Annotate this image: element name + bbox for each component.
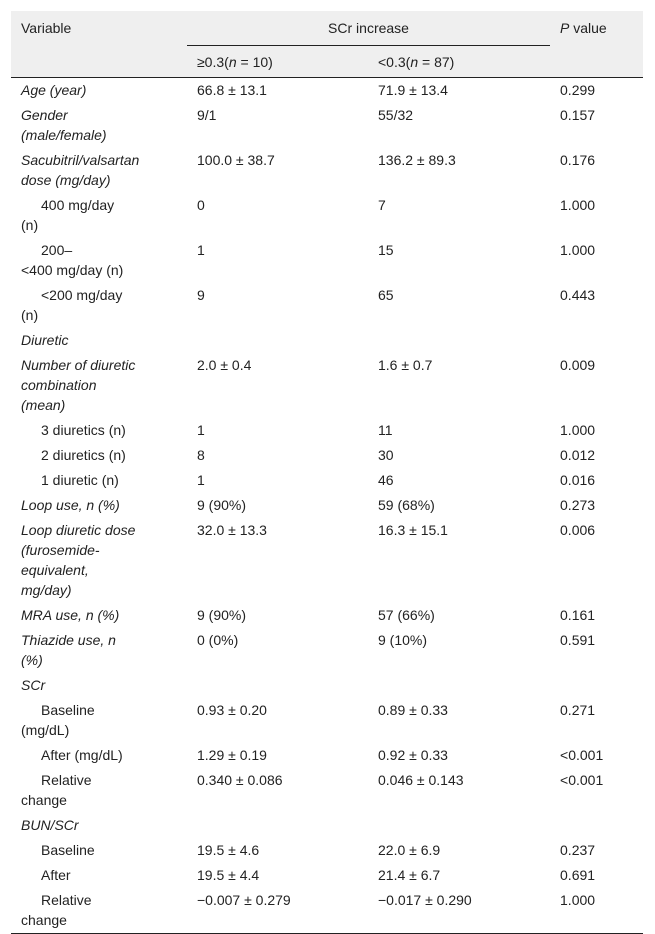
table-row xyxy=(11,813,643,838)
row-label xyxy=(11,768,187,813)
value-scr-lt-03: 55/32 xyxy=(378,107,414,123)
value-scr-lt-03 xyxy=(368,328,550,353)
value-scr-ge-03 xyxy=(187,813,368,838)
row-label xyxy=(11,838,187,863)
row-label-line: 400 mg/day xyxy=(41,197,115,213)
row-label xyxy=(11,493,187,518)
table-row xyxy=(11,443,643,468)
row-label xyxy=(11,443,187,468)
row-label-line: (furosemide- xyxy=(21,542,100,558)
table-row xyxy=(11,768,643,813)
row-label xyxy=(11,283,187,328)
table-row xyxy=(11,493,643,518)
value-scr-ge-03: 19.5 ± 4.4 xyxy=(197,867,260,883)
value-scr-ge-03: 9 xyxy=(197,287,205,303)
row-label xyxy=(11,863,187,888)
p-value: 1.000 xyxy=(560,197,596,213)
value-scr-ge-03: 9/1 xyxy=(197,107,217,123)
value-scr-ge-03: 1 xyxy=(197,242,205,258)
row-label-line: 2 diuretics (n) xyxy=(41,447,126,463)
p-value: <0.001 xyxy=(560,747,604,763)
row-label xyxy=(11,103,187,148)
row-label-line: equivalent, xyxy=(21,562,89,578)
value-scr-lt-03: 7 xyxy=(378,197,386,213)
table-row xyxy=(11,238,643,283)
table-row xyxy=(11,603,643,628)
value-scr-lt-03: 0.89 ± 0.33 xyxy=(378,702,448,718)
table-row xyxy=(11,103,643,148)
value-scr-ge-03: 19.5 ± 4.6 xyxy=(197,842,260,858)
data-table-panel xyxy=(11,11,643,928)
value-scr-ge-03: 9 (90%) xyxy=(197,607,247,623)
row-label-line: mg/day) xyxy=(21,582,72,598)
value-scr-ge-03: 66.8 ± 13.1 xyxy=(197,82,267,98)
row-label-line: After xyxy=(41,867,71,883)
p-value: 1.000 xyxy=(560,892,596,908)
row-label-line: <200 mg/day xyxy=(41,287,123,303)
row-label xyxy=(11,468,187,493)
value-scr-ge-03: 0.93 ± 0.20 xyxy=(197,702,267,718)
table-row xyxy=(11,78,643,104)
value-scr-lt-03: 30 xyxy=(378,447,394,463)
table-row xyxy=(11,673,643,698)
row-label-line: Baseline xyxy=(41,702,95,718)
header-scr-increase: SCr increase xyxy=(187,11,550,46)
row-label-line: combination xyxy=(21,377,97,393)
header-p-value xyxy=(550,11,643,78)
row-label xyxy=(11,673,187,698)
row-label xyxy=(11,418,187,443)
row-label-line: BUN/SCr xyxy=(21,817,79,833)
p-value: 0.299 xyxy=(560,82,596,98)
value-scr-ge-03: 100.0 ± 38.7 xyxy=(197,152,275,168)
row-label xyxy=(11,148,187,193)
p-value: 0.009 xyxy=(560,357,596,373)
row-label xyxy=(11,238,187,283)
value-scr-ge-03: −0.007 ± 0.279 xyxy=(197,892,291,908)
n-symbol: n xyxy=(410,53,419,70)
p-value: 0.691 xyxy=(560,867,596,883)
p-value: 0.237 xyxy=(560,842,596,858)
row-label-line: Gender xyxy=(21,107,68,123)
row-label-line: dose (mg/day) xyxy=(21,172,111,188)
value-scr-ge-03: 2.0 ± 0.4 xyxy=(197,357,252,373)
row-label-line: Baseline xyxy=(41,842,95,858)
value-scr-lt-03: 71.9 ± 13.4 xyxy=(378,82,448,98)
value-scr-lt-03: 136.2 ± 89.3 xyxy=(378,152,456,168)
value-scr-lt-03: 65 xyxy=(378,287,394,303)
value-scr-lt-03: 0.92 ± 0.33 xyxy=(378,747,448,763)
p-value: 0.591 xyxy=(560,632,596,648)
row-label-line: (%) xyxy=(21,652,43,668)
value-scr-ge-03: 0.340 ± 0.086 xyxy=(197,772,283,788)
value-scr-lt-03: 21.4 ± 6.7 xyxy=(378,867,441,883)
row-label-line: MRA use, n (%) xyxy=(21,607,120,623)
value-scr-lt-03: 15 xyxy=(378,242,394,258)
row-label-line: Loop use, n (%) xyxy=(21,497,120,513)
row-label xyxy=(11,603,187,628)
row-label-line: Age (year) xyxy=(21,82,87,98)
row-label-line: 200– xyxy=(41,242,73,258)
value-scr-ge-03 xyxy=(187,328,368,353)
row-label-line: 3 diuretics (n) xyxy=(41,422,126,438)
row-label-line: Relative xyxy=(41,772,92,788)
row-label-line: Relative xyxy=(41,892,92,908)
row-label-line: (n) xyxy=(21,307,39,323)
row-label xyxy=(11,193,187,238)
row-label xyxy=(11,328,187,353)
header-scr-lt-03: <0.3(n = 87) xyxy=(368,46,550,78)
row-label-line: <400 mg/day (n) xyxy=(21,262,124,278)
row-label xyxy=(11,698,187,743)
value-scr-ge-03: 0 xyxy=(197,197,205,213)
row-label xyxy=(11,518,187,603)
value-scr-lt-03: 1.6 ± 0.7 xyxy=(378,357,433,373)
row-label-line: change xyxy=(21,792,67,808)
row-label xyxy=(11,743,187,768)
p-value: 0.273 xyxy=(560,497,596,513)
value-scr-ge-03: 1.29 ± 0.19 xyxy=(197,747,267,763)
p-value: 0.006 xyxy=(560,522,596,538)
row-label-line: Thiazide use, n xyxy=(21,632,116,648)
table-row xyxy=(11,518,643,603)
row-label-line: (mean) xyxy=(21,397,66,413)
table-row xyxy=(11,698,643,743)
value-scr-lt-03: 0.046 ± 0.143 xyxy=(378,772,464,788)
header-p-letter: P xyxy=(560,20,570,36)
table-row xyxy=(11,838,643,863)
value-scr-ge-03 xyxy=(187,673,368,698)
n-symbol: n xyxy=(228,53,237,70)
value-scr-lt-03: 59 (68%) xyxy=(378,497,435,513)
table-body xyxy=(11,78,643,934)
row-label-line: (n) xyxy=(21,217,39,233)
p-value xyxy=(550,673,643,698)
table-row xyxy=(11,888,643,934)
header-variable: Variable xyxy=(11,11,187,78)
row-label xyxy=(11,78,187,104)
value-scr-lt-03 xyxy=(368,673,550,698)
row-label-line: Diuretic xyxy=(21,332,69,348)
row-label xyxy=(11,353,187,418)
row-label-line: Number of diuretic xyxy=(21,357,136,373)
row-label-line: SCr xyxy=(21,677,46,693)
row-label xyxy=(11,813,187,838)
p-value: 0.271 xyxy=(560,702,596,718)
p-value xyxy=(550,813,643,838)
table-row xyxy=(11,418,643,443)
value-scr-lt-03: 9 (10%) xyxy=(378,632,428,648)
row-label-line: Loop diuretic dose xyxy=(21,522,136,538)
results-table xyxy=(11,11,643,934)
row-label-line: 1 diuretic (n) xyxy=(41,472,119,488)
p-value: 1.000 xyxy=(560,242,596,258)
value-scr-ge-03: 32.0 ± 13.3 xyxy=(197,522,267,538)
row-label-line: After (mg/dL) xyxy=(41,747,123,763)
value-scr-lt-03: 11 xyxy=(378,422,393,438)
p-value: <0.001 xyxy=(560,772,604,788)
table-row xyxy=(11,628,643,673)
p-value xyxy=(550,328,643,353)
row-label xyxy=(11,628,187,673)
p-value: 0.176 xyxy=(560,152,596,168)
row-label-line: change xyxy=(21,912,67,928)
p-value: 1.000 xyxy=(560,422,596,438)
value-scr-ge-03: 1 xyxy=(197,472,205,488)
p-value: 0.016 xyxy=(560,472,596,488)
value-scr-ge-03: 8 xyxy=(197,447,205,463)
table-row xyxy=(11,743,643,768)
table-row xyxy=(11,148,643,193)
row-label-line: Sacubitril/valsartan xyxy=(21,152,140,168)
p-value: 0.012 xyxy=(560,447,596,463)
value-scr-lt-03: 16.3 ± 15.1 xyxy=(378,522,448,538)
value-scr-ge-03: 1 xyxy=(197,422,205,438)
value-scr-ge-03: 0 (0%) xyxy=(197,632,239,648)
header-scr-ge-03: ≥0.3(n = 10) xyxy=(187,46,368,78)
table-row xyxy=(11,863,643,888)
table-row xyxy=(11,353,643,418)
p-value: 0.443 xyxy=(560,287,596,303)
value-scr-lt-03: −0.017 ± 0.290 xyxy=(378,892,472,908)
row-label xyxy=(11,888,187,934)
table-row xyxy=(11,283,643,328)
table-row xyxy=(11,193,643,238)
row-label-line: (male/female) xyxy=(21,127,107,143)
table-row xyxy=(11,328,643,353)
value-scr-lt-03: 46 xyxy=(378,472,394,488)
value-scr-ge-03: 9 (90%) xyxy=(197,497,247,513)
p-value: 0.161 xyxy=(560,607,596,623)
value-scr-lt-03: 57 (66%) xyxy=(378,607,435,623)
p-value: 0.157 xyxy=(560,107,596,123)
header-p-rest: value xyxy=(569,20,607,36)
table-row xyxy=(11,468,643,493)
value-scr-lt-03 xyxy=(368,813,550,838)
value-scr-lt-03: 22.0 ± 6.9 xyxy=(378,842,441,858)
row-label-line: (mg/dL) xyxy=(21,722,70,738)
